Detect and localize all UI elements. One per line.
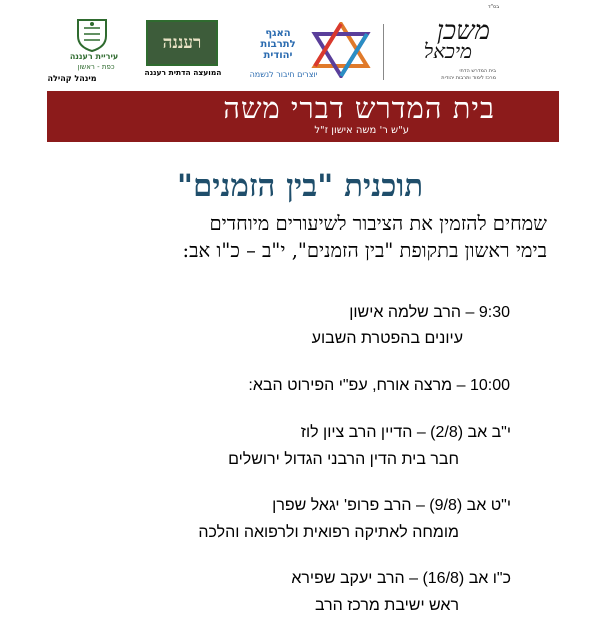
logo-divider [383,24,384,80]
religious-council-logo [138,18,226,86]
intro-text [27,210,547,264]
jewish-culture-line1: האגף [265,28,291,39]
lecture-2-title: י"ט אב (9/8) – הרב פרופ' יגאל שפרן [272,497,511,514]
municipality-emblem-icon [74,14,110,52]
banner-title: בית המדרש דברי משה [223,91,495,125]
session-1-title: 9:30 – הרב שלמה אישון [349,304,510,321]
religious-council-mark-text: רעננה [162,33,202,53]
municipality-logo [44,8,142,86]
jewish-culture-line3: יהודית [263,50,293,61]
lecture-3-desc: ראש ישיבת מרכז הרב [315,597,459,614]
jewish-culture-line2: לתרבות [260,39,296,50]
lecture-2-desc: מומחה לאתיקה רפואית ולרפואה והלכה [198,524,459,541]
lecture-3-title: כ"ו אב (16/8) – הרב יעקב שפירא [291,570,511,587]
municipality-sub: מינהל קהילה [47,74,97,83]
lecture-1-title: י"ב אב (2/8) – הדיין הרב ציון לוז [300,424,511,441]
municipality-name: עיריית רעננה [69,52,119,61]
top-note: בס"ד [488,4,500,10]
banner-subtitle: ע"ש ר' משה אישון ז"ל [314,125,409,136]
lecture-1-desc: חבר בית הדין הרבני הגדול ירושלים [228,451,459,468]
mishkan-desc-line2: מרכז לימוד ותרבות יהודית [441,75,496,81]
religious-council-mark [146,20,218,66]
intro-line-1: שמחים להזמין את הציבור לשיעורים מיוחדים [209,212,547,235]
municipality-extra: כפת - ראשון [77,63,115,71]
mishkan-name-line1: משכן [436,16,490,46]
session-1-desc: עיונים בהפטרת השבוע [311,330,463,347]
logos-row [0,0,600,90]
jewish-culture-tagline: יוצרים חיבור לנשמה [249,70,318,79]
mishkan-name-line2: מיכאל [423,39,472,63]
session-2-title: 10:00 – מרצה אורח, עפ"י הפירוט הבא: [248,377,510,394]
mishkan-desc-line1: בית המדרש הדתי [459,68,496,74]
mishkan-michael-logo [388,0,503,88]
religious-council-name: המועצה הדתית רעננה [144,68,222,77]
title-banner [47,91,559,142]
jewish-culture-logo [246,22,376,82]
intro-line-2: בימי ראשון בתקופת "בין הזמנים", י"ב – כ"ו אב: [182,239,547,262]
page-headline: תוכנית "בין הזמנים" [176,168,424,204]
